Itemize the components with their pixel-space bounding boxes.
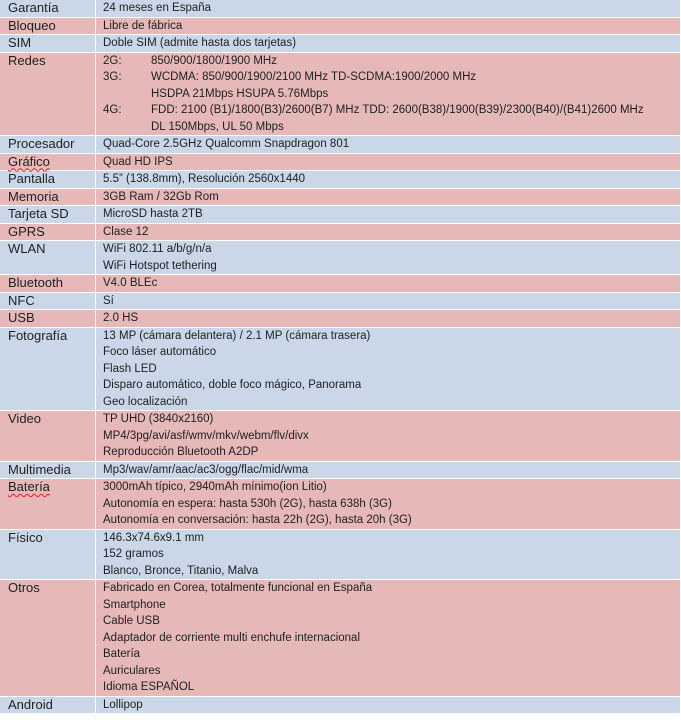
spec-row — [0, 189, 680, 207]
spec-label — [0, 224, 96, 241]
spec-value-line: Flash LED — [103, 362, 157, 375]
spec-value — [96, 530, 680, 580]
spec-label-text: SIM — [8, 35, 32, 50]
network-generation — [103, 86, 151, 103]
network-detail: HSDPA 21Mbps HSUPA 5.76Mbps — [151, 87, 329, 100]
spec-value-line: 2.0 HS — [103, 312, 139, 324]
spec-label-text: Garantía — [8, 0, 59, 15]
spec-label — [0, 241, 96, 274]
spec-label-text: Android — [8, 696, 53, 712]
spec-label — [0, 0, 96, 17]
network-detail: 850/900/1800/1900 MHz — [151, 54, 277, 67]
spec-label — [0, 530, 96, 580]
spec-value — [96, 293, 680, 310]
spec-value-line: Adaptador de corriente multi enchufe internacional — [103, 631, 360, 644]
spec-value-line: Sí — [103, 294, 114, 307]
spec-row — [0, 697, 680, 715]
spec-value — [96, 224, 680, 241]
spec-value — [96, 479, 680, 529]
network-line — [103, 86, 680, 103]
spec-label-text: Procesador — [8, 136, 75, 151]
network-generation: 4G: — [103, 104, 122, 116]
spec-value-line: Autonomía en conversación: hasta 22h (2G), hasta 20h (3G) — [103, 514, 412, 526]
spec-label — [0, 580, 96, 696]
spec-row — [0, 0, 680, 18]
spec-value-line: Blanco, Bronce, Titanio, Malva — [103, 564, 259, 577]
spec-value-line: Fabricado en Corea, totalmente funcional en España — [103, 582, 373, 594]
spec-label-text: NFC — [8, 292, 35, 308]
network-line — [103, 69, 680, 86]
spec-label-text: WLAN — [8, 241, 46, 256]
spec-label — [0, 35, 96, 52]
spec-value-line: 13 MP (cámara delantera) / 2.1 MP (cámara trasera) — [103, 329, 371, 342]
network-line — [103, 119, 680, 136]
spec-value-line: Smartphone — [103, 598, 166, 611]
network-generation: 2G: — [103, 54, 122, 67]
spec-value-line: V4.0 BLEc — [103, 277, 158, 289]
spec-row — [0, 241, 680, 275]
spec-row — [0, 136, 680, 154]
spec-row — [0, 411, 680, 462]
spec-label — [0, 154, 96, 171]
spec-label-text: Bluetooth — [8, 275, 63, 290]
spec-row — [0, 171, 680, 189]
network-line — [103, 102, 680, 119]
spec-value — [96, 189, 680, 206]
spec-row — [0, 206, 680, 224]
spec-row — [0, 53, 680, 137]
spec-value-line: Disparo automático, doble foco mágico, Panorama — [103, 379, 362, 391]
spec-value-line: Batería — [103, 648, 141, 660]
spec-value — [96, 136, 680, 153]
spec-value-line: WiFi Hotspot tethering — [103, 259, 217, 272]
spec-value — [96, 411, 680, 461]
spec-value-line: Lollipop — [103, 698, 143, 711]
spec-label — [0, 53, 96, 136]
spec-value-line: Quad-Core 2.5GHz Qualcomm Snapdragon 801 — [103, 138, 350, 150]
spec-value — [96, 0, 680, 17]
spec-label — [0, 411, 96, 461]
spec-value-line: WiFi 802.11 a/b/g/n/a — [103, 243, 212, 255]
spec-label-text: Memoria — [8, 188, 59, 204]
spec-label-text: Tarjeta SD — [8, 206, 69, 221]
spec-value — [96, 171, 680, 188]
spec-label-text: Físico — [8, 529, 43, 545]
spec-value-line: 5.5” (138.8mm), Resolución 2560x1440 — [103, 173, 306, 185]
spec-label-text: Otros — [8, 580, 40, 595]
spec-label — [0, 293, 96, 310]
spec-label — [0, 206, 96, 223]
spec-value-line: Mp3/wav/amr/aac/ac3/ogg/flac/mid/wma — [103, 463, 309, 476]
spec-row — [0, 462, 680, 480]
network-generation: 3G: — [103, 71, 122, 83]
spec-value-line: MP4/3pg/avi/asf/wmv/mkv/webm/flv/divx — [103, 429, 309, 442]
spec-label — [0, 136, 96, 153]
spec-label — [0, 189, 96, 206]
spec-value-line: 152 gramos — [103, 548, 164, 560]
spec-value-line: Doble SIM (admite hasta dos tarjetas) — [103, 37, 297, 49]
spec-row — [0, 35, 680, 53]
spec-row — [0, 275, 680, 293]
spec-label-text: Fotografía — [8, 327, 68, 343]
spec-label — [0, 697, 96, 714]
spec-value-line: 3GB Ram / 32Gb Rom — [103, 190, 219, 203]
spec-value — [96, 310, 680, 327]
spec-value-line: TP UHD (3840x2160) — [103, 413, 214, 425]
spec-value — [96, 275, 680, 292]
spec-label-text: Batería — [8, 479, 50, 494]
spec-label-text: GPRS — [8, 223, 45, 239]
spec-label-text: Gráfico — [8, 153, 50, 169]
network-detail: FDD: 2100 (B1)/1800(B3)/2600(B7) MHz TDD: 2600(B38)/1900(B39)/2300(B40)/(B41)2600 MHz — [151, 104, 644, 116]
spec-value-line: Clase 12 — [103, 225, 149, 238]
spec-value-line: Auriculares — [103, 664, 161, 677]
spec-value-line: Idioma ESPAÑOL — [103, 681, 195, 693]
spec-value-line: Cable USB — [103, 615, 160, 627]
network-generation — [103, 119, 151, 136]
spec-label — [0, 275, 96, 292]
spec-label-text: Pantalla — [8, 171, 55, 186]
spec-label — [0, 171, 96, 188]
spec-value-line: 146.3x74.6x9.1 mm — [103, 531, 205, 544]
spec-value-line: Libre de fábrica — [103, 19, 183, 32]
spec-label-text: Bloqueo — [8, 17, 56, 33]
spec-value — [96, 206, 680, 223]
spec-value — [96, 53, 680, 136]
spec-row — [0, 580, 680, 697]
spec-value — [96, 328, 680, 411]
spec-row — [0, 530, 680, 581]
spec-value — [96, 462, 680, 479]
network-detail: DL 150Mbps, UL 50 Mbps — [151, 120, 284, 133]
spec-value-line: 3000mAh típico, 2940mAh mínimo(ion Litio) — [103, 481, 327, 493]
spec-value — [96, 241, 680, 274]
spec-value — [96, 697, 680, 714]
spec-value-line: Foco láser automático — [103, 346, 217, 358]
spec-label — [0, 479, 96, 529]
spec-row — [0, 154, 680, 172]
spec-row — [0, 293, 680, 311]
spec-row — [0, 479, 680, 530]
spec-value — [96, 154, 680, 171]
spec-value-line: MicroSD hasta 2TB — [103, 208, 203, 220]
spec-value-line: Quad HD IPS — [103, 155, 173, 168]
spec-value-line: Geo localización — [103, 395, 188, 408]
spec-label — [0, 328, 96, 411]
spec-label — [0, 18, 96, 35]
spec-label-text: Redes — [8, 52, 46, 68]
spec-label-text: USB — [8, 310, 35, 325]
network-detail: WCDMA: 850/900/1900/2100 MHz TD-SCDMA:1900/2000 MHz — [151, 71, 477, 83]
spec-value-line: Reproducción Bluetooth A2DP — [103, 446, 259, 458]
spec-row — [0, 328, 680, 412]
spec-label — [0, 310, 96, 327]
network-line — [103, 53, 680, 70]
spec-row — [0, 224, 680, 242]
spec-row — [0, 18, 680, 36]
spec-label-text: Multimedia — [8, 461, 71, 477]
spec-value — [96, 18, 680, 35]
spec-label — [0, 462, 96, 479]
spec-value — [96, 580, 680, 696]
spec-value-line: 24 meses en España — [103, 2, 212, 14]
spec-row — [0, 310, 680, 328]
spec-label-text: Video — [8, 411, 42, 426]
spec-value — [96, 35, 680, 52]
spec-value-line: Autonomía en espera: hasta 530h (2G), hasta 638h (3G) — [103, 497, 392, 510]
